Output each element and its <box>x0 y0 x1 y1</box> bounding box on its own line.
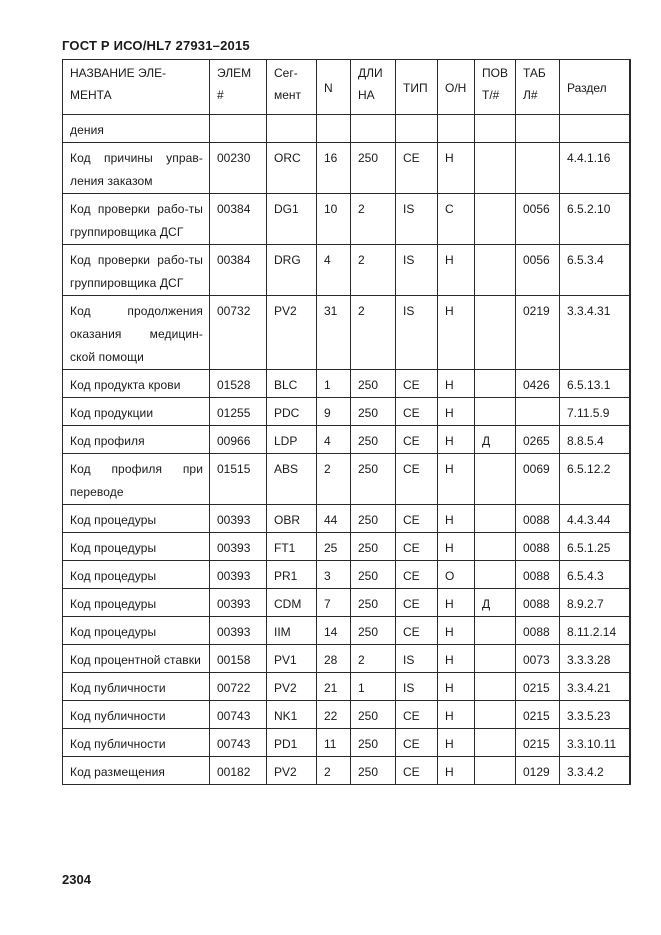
cell-n: 3 <box>317 561 351 589</box>
column-header-optionality: О/Н <box>438 60 475 115</box>
cell-table-number: 0088 <box>516 561 560 589</box>
cell-length: 250 <box>351 426 396 454</box>
cell-length: 250 <box>351 701 396 729</box>
table-row <box>63 645 630 673</box>
cell-type: IS <box>396 296 438 370</box>
cell-repeat <box>475 194 516 245</box>
cell-element-number: 01515 <box>210 454 267 505</box>
cell-name: Код публичности <box>63 701 210 729</box>
cell-name: Код процедуры <box>63 561 210 589</box>
cell-segment: PDC <box>267 398 317 426</box>
cell-section: 4.4.1.16 <box>560 143 630 194</box>
cell-section: 7.11.5.9 <box>560 398 630 426</box>
cell-length: 250 <box>351 398 396 426</box>
page-number: 2304 <box>62 872 91 887</box>
cell-length: 2 <box>351 194 396 245</box>
cell-name: Код публичности <box>63 673 210 701</box>
cell-type: CE <box>396 370 438 398</box>
cell-section: 4.4.3.44 <box>560 505 630 533</box>
cell-type: CE <box>396 561 438 589</box>
cell-repeat <box>475 533 516 561</box>
cell-element-number: 00393 <box>210 505 267 533</box>
cell-name: дения <box>63 115 210 143</box>
cell-length: 250 <box>351 533 396 561</box>
cell-repeat <box>475 245 516 296</box>
cell-name: Код продолжения оказания медицин-ской помощи <box>63 296 210 370</box>
table-header-row <box>63 60 630 115</box>
cell-repeat <box>475 398 516 426</box>
cell-type: CE <box>396 143 438 194</box>
table-row <box>63 701 630 729</box>
cell-repeat <box>475 143 516 194</box>
column-header-table-number: ТАБ Л# <box>516 60 560 115</box>
table-row <box>63 505 630 533</box>
cell-section: 8.11.2.14 <box>560 617 630 645</box>
cell-type: CE <box>396 589 438 617</box>
cell-n: 1 <box>317 370 351 398</box>
cell-repeat <box>475 505 516 533</box>
column-header-name: НАЗВАНИЕ ЭЛЕ-МЕНТА <box>63 60 210 115</box>
cell-table-number: 0129 <box>516 757 560 785</box>
cell-table-number: 0088 <box>516 505 560 533</box>
cell-length: 250 <box>351 561 396 589</box>
cell-optionality: Н <box>438 533 475 561</box>
cell-element-number: 00743 <box>210 729 267 757</box>
cell-optionality: Н <box>438 398 475 426</box>
cell-optionality: Н <box>438 505 475 533</box>
cell-section <box>560 115 630 143</box>
cell-optionality: Н <box>438 454 475 505</box>
cell-repeat <box>475 296 516 370</box>
column-header-section: Раздел <box>560 60 630 115</box>
cell-name: Код процедуры <box>63 505 210 533</box>
cell-repeat <box>475 673 516 701</box>
cell-type: CE <box>396 617 438 645</box>
cell-type: CE <box>396 505 438 533</box>
cell-optionality: Н <box>438 296 475 370</box>
column-header-n: N <box>317 60 351 115</box>
cell-section: 8.9.2.7 <box>560 589 630 617</box>
cell-repeat <box>475 115 516 143</box>
cell-length: 250 <box>351 757 396 785</box>
table-row <box>63 398 630 426</box>
cell-name: Код причины управ-ления заказом <box>63 143 210 194</box>
cell-name: Код публичности <box>63 729 210 757</box>
table-row <box>63 296 630 370</box>
table-row <box>63 533 630 561</box>
table-row <box>63 426 630 454</box>
table-row <box>63 245 630 296</box>
cell-segment: FT1 <box>267 533 317 561</box>
cell-type: IS <box>396 245 438 296</box>
cell-segment: ORC <box>267 143 317 194</box>
cell-n: 22 <box>317 701 351 729</box>
cell-optionality: О <box>438 561 475 589</box>
cell-name: Код процедуры <box>63 533 210 561</box>
cell-name: Код проверки рабо-ты группировщика ДСГ <box>63 245 210 296</box>
cell-n: 14 <box>317 617 351 645</box>
cell-type: CE <box>396 398 438 426</box>
cell-table-number: 0265 <box>516 426 560 454</box>
cell-repeat <box>475 561 516 589</box>
cell-type <box>396 115 438 143</box>
cell-table-number: 0219 <box>516 296 560 370</box>
cell-table-number: 0088 <box>516 617 560 645</box>
cell-section: 6.5.3.4 <box>560 245 630 296</box>
cell-optionality: Н <box>438 589 475 617</box>
cell-element-number: 01255 <box>210 398 267 426</box>
cell-optionality: Н <box>438 143 475 194</box>
cell-optionality: Н <box>438 701 475 729</box>
cell-element-number: 00384 <box>210 245 267 296</box>
cell-repeat <box>475 757 516 785</box>
cell-table-number: 0215 <box>516 701 560 729</box>
cell-table-number: 0426 <box>516 370 560 398</box>
data-table <box>62 59 631 785</box>
cell-type: IS <box>396 673 438 701</box>
cell-type: CE <box>396 533 438 561</box>
table-row <box>63 673 630 701</box>
cell-length: 250 <box>351 617 396 645</box>
cell-table-number: 0056 <box>516 194 560 245</box>
cell-type: CE <box>396 701 438 729</box>
cell-length: 2 <box>351 245 396 296</box>
cell-name: Код размещения <box>63 757 210 785</box>
cell-segment: DRG <box>267 245 317 296</box>
cell-optionality: Н <box>438 757 475 785</box>
cell-section: 3.3.5.23 <box>560 701 630 729</box>
cell-optionality: Н <box>438 617 475 645</box>
cell-table-number: 0215 <box>516 673 560 701</box>
cell-segment: DG1 <box>267 194 317 245</box>
cell-length: 250 <box>351 505 396 533</box>
cell-segment: PV1 <box>267 645 317 673</box>
cell-length: 250 <box>351 729 396 757</box>
cell-segment <box>267 115 317 143</box>
table-row <box>63 115 630 143</box>
cell-optionality: Н <box>438 729 475 757</box>
cell-repeat <box>475 617 516 645</box>
cell-section: 3.3.3.28 <box>560 645 630 673</box>
cell-segment: ABS <box>267 454 317 505</box>
cell-type: IS <box>396 194 438 245</box>
cell-n: 25 <box>317 533 351 561</box>
cell-optionality: Н <box>438 370 475 398</box>
cell-segment: CDM <box>267 589 317 617</box>
cell-element-number <box>210 115 267 143</box>
cell-table-number: 0073 <box>516 645 560 673</box>
cell-type: CE <box>396 426 438 454</box>
cell-element-number: 00732 <box>210 296 267 370</box>
cell-element-number: 00393 <box>210 533 267 561</box>
cell-section: 6.5.13.1 <box>560 370 630 398</box>
cell-segment: PV2 <box>267 757 317 785</box>
cell-length: 250 <box>351 589 396 617</box>
cell-table-number <box>516 398 560 426</box>
cell-element-number: 00158 <box>210 645 267 673</box>
cell-name: Код проверки рабо-ты группировщика ДСГ <box>63 194 210 245</box>
cell-n: 4 <box>317 245 351 296</box>
cell-table-number <box>516 115 560 143</box>
cell-section: 6.5.2.10 <box>560 194 630 245</box>
cell-type: CE <box>396 757 438 785</box>
column-header-repeat: ПОВ Т/# <box>475 60 516 115</box>
cell-n: 44 <box>317 505 351 533</box>
cell-section: 6.5.4.3 <box>560 561 630 589</box>
cell-table-number: 0088 <box>516 533 560 561</box>
cell-element-number: 00966 <box>210 426 267 454</box>
table-row <box>63 370 630 398</box>
cell-table-number: 0088 <box>516 589 560 617</box>
cell-length: 250 <box>351 454 396 505</box>
column-header-type: ТИП <box>396 60 438 115</box>
cell-segment: IIM <box>267 617 317 645</box>
table-row <box>63 589 630 617</box>
cell-optionality: Н <box>438 645 475 673</box>
cell-optionality <box>438 115 475 143</box>
cell-length: 1 <box>351 673 396 701</box>
cell-element-number: 00230 <box>210 143 267 194</box>
cell-n: 21 <box>317 673 351 701</box>
table-row <box>63 617 630 645</box>
cell-optionality: Н <box>438 245 475 296</box>
cell-segment: LDP <box>267 426 317 454</box>
cell-section: 8.8.5.4 <box>560 426 630 454</box>
cell-element-number: 00722 <box>210 673 267 701</box>
cell-name: Код процентной ставки <box>63 645 210 673</box>
cell-length: 250 <box>351 143 396 194</box>
cell-name: Код процедуры <box>63 617 210 645</box>
table-row <box>63 194 630 245</box>
cell-length: 2 <box>351 645 396 673</box>
cell-name: Код профиля <box>63 426 210 454</box>
cell-segment: OBR <box>267 505 317 533</box>
column-header-length: ДЛИ НА <box>351 60 396 115</box>
table-container <box>62 59 631 785</box>
cell-optionality: Н <box>438 673 475 701</box>
cell-repeat: Д <box>475 589 516 617</box>
cell-element-number: 01528 <box>210 370 267 398</box>
cell-n: 10 <box>317 194 351 245</box>
document-header: ГОСТ Р ИСО/HL7 27931–2015 <box>62 38 250 53</box>
cell-type: CE <box>396 729 438 757</box>
cell-repeat <box>475 454 516 505</box>
cell-length <box>351 115 396 143</box>
cell-name: Код процедуры <box>63 589 210 617</box>
column-header-element-number: ЭЛЕМ # <box>210 60 267 115</box>
cell-segment: PR1 <box>267 561 317 589</box>
table-row <box>63 757 630 785</box>
cell-n: 2 <box>317 454 351 505</box>
cell-table-number: 0069 <box>516 454 560 505</box>
table-row <box>63 454 630 505</box>
cell-table-number: 0215 <box>516 729 560 757</box>
cell-element-number: 00393 <box>210 617 267 645</box>
cell-type: IS <box>396 645 438 673</box>
cell-n: 31 <box>317 296 351 370</box>
cell-type: CE <box>396 454 438 505</box>
cell-n <box>317 115 351 143</box>
cell-section: 3.3.4.31 <box>560 296 630 370</box>
column-header-segment: Сег-мент <box>267 60 317 115</box>
cell-n: 2 <box>317 757 351 785</box>
table-row <box>63 143 630 194</box>
cell-length: 250 <box>351 370 396 398</box>
cell-length: 2 <box>351 296 396 370</box>
cell-repeat <box>475 729 516 757</box>
cell-name: Код продукта крови <box>63 370 210 398</box>
cell-element-number: 00743 <box>210 701 267 729</box>
cell-segment: PV2 <box>267 673 317 701</box>
cell-table-number <box>516 143 560 194</box>
cell-section: 3.3.10.11 <box>560 729 630 757</box>
table-row <box>63 561 630 589</box>
cell-segment: PD1 <box>267 729 317 757</box>
cell-segment: NK1 <box>267 701 317 729</box>
cell-section: 6.5.1.25 <box>560 533 630 561</box>
cell-n: 28 <box>317 645 351 673</box>
cell-n: 11 <box>317 729 351 757</box>
cell-name: Код продукции <box>63 398 210 426</box>
cell-optionality: С <box>438 194 475 245</box>
table-row <box>63 729 630 757</box>
cell-section: 6.5.12.2 <box>560 454 630 505</box>
cell-element-number: 00182 <box>210 757 267 785</box>
cell-optionality: Н <box>438 426 475 454</box>
cell-n: 16 <box>317 143 351 194</box>
cell-section: 3.3.4.2 <box>560 757 630 785</box>
cell-segment: BLC <box>267 370 317 398</box>
cell-repeat: Д <box>475 426 516 454</box>
cell-n: 9 <box>317 398 351 426</box>
cell-repeat <box>475 370 516 398</box>
cell-repeat <box>475 645 516 673</box>
cell-segment: PV2 <box>267 296 317 370</box>
cell-section: 3.3.4.21 <box>560 673 630 701</box>
table-body <box>63 115 630 785</box>
cell-n: 7 <box>317 589 351 617</box>
cell-name: Код профиля при переводе <box>63 454 210 505</box>
cell-n: 4 <box>317 426 351 454</box>
cell-table-number: 0056 <box>516 245 560 296</box>
cell-element-number: 00384 <box>210 194 267 245</box>
cell-element-number: 00393 <box>210 589 267 617</box>
cell-element-number: 00393 <box>210 561 267 589</box>
cell-repeat <box>475 701 516 729</box>
